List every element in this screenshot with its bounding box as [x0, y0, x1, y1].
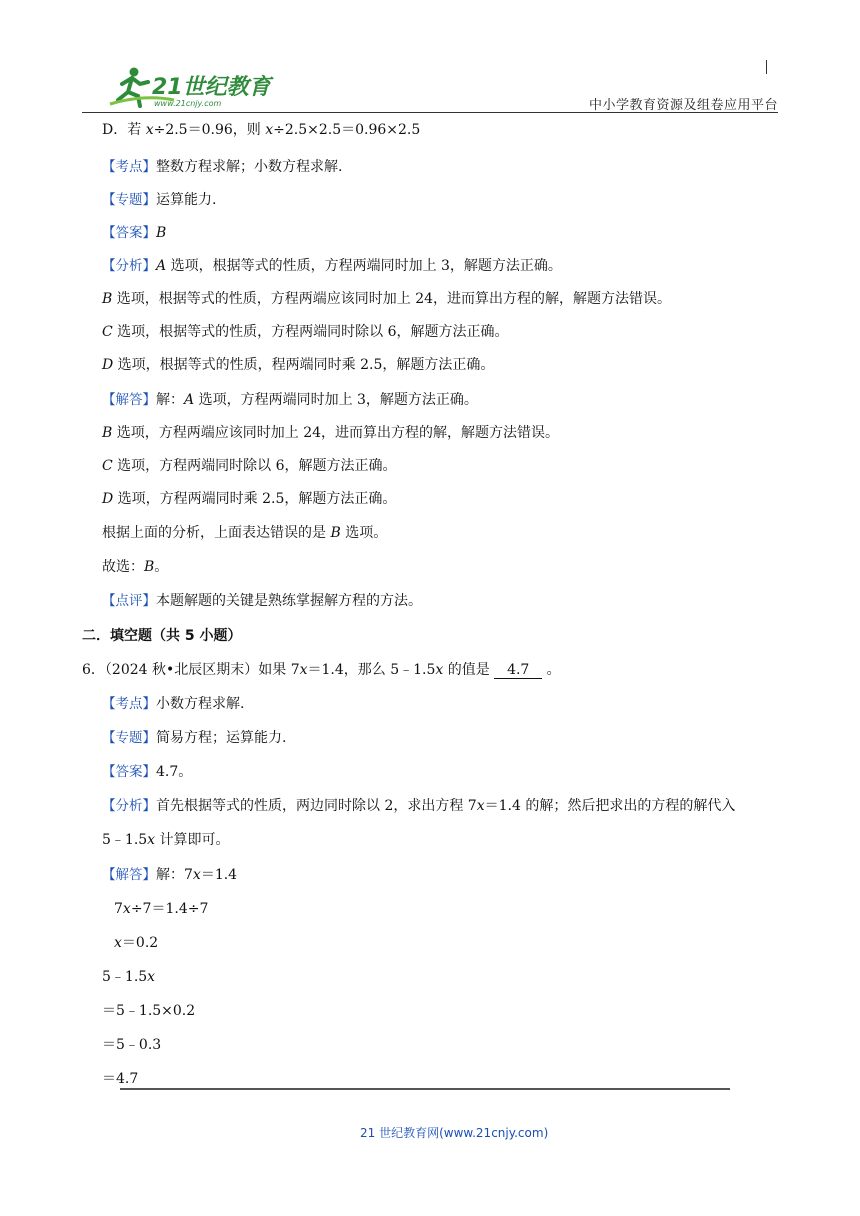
q5-jieda-d: D 选项，方程两端同时乘 2.5，解题方法正确。 [102, 491, 397, 507]
q6-step-6: ＝4.7 [102, 1071, 139, 1087]
svg-text:21世纪教育: 21世纪教育 [152, 75, 271, 100]
q6-step-5: ＝5﹣0.3 [102, 1037, 162, 1053]
q6-stem: 6．（2024 秋•北辰区期末）如果 7x＝1.4，那么 5﹣1.5x 的值是 4.7 。 [82, 662, 561, 678]
page-header [0, 0, 860, 120]
q5-jieda-b: B 选项，方程两端应该同时加上 24，进而算出方程的解，解题方法错误。 [102, 425, 560, 441]
q5-option-d: D．若 x÷2.5＝0.96，则 x÷2.5×2.5＝0.96×2.5 [102, 122, 421, 138]
q5-fenxi-b: B 选项，根据等式的性质，方程两端应该同时加上 24，进而算出方程的解，解题方法错误。 [102, 291, 672, 307]
platform-title: 中小学教育资源及组卷应用平台 [588, 98, 778, 113]
q6-zhuanti: 【专题】简易方程；运算能力. [102, 730, 287, 746]
footer-rule [120, 1088, 730, 1090]
q6-step-1: 7x÷7＝1.4÷7 [114, 901, 209, 917]
q6-fenxi-2: 5﹣1.5x 计算即可。 [102, 832, 230, 848]
q6-daan: 【答案】4.7。 [102, 764, 193, 780]
q5-fenxi-c: C 选项，根据等式的性质，方程两端同时除以 6，解题方法正确。 [102, 324, 509, 340]
q5-choice: 故选：B。 [102, 559, 169, 575]
q6-kaodian: 【考点】小数方程求解. [102, 696, 245, 712]
q6-fenxi: 【分析】首先根据等式的性质，两边同时除以 2，求出方程 7x＝1.4 的解；然后把求出的方程的解代入 [102, 798, 736, 814]
corner-mark [766, 60, 767, 74]
q5-daan: 【答案】B [102, 225, 167, 241]
q6-step-3: 5﹣1.5x [102, 969, 156, 985]
svg-text:www.21cnjy.com: www.21cnjy.com [154, 99, 222, 108]
logo [104, 64, 274, 110]
runner-logo-icon [104, 64, 274, 110]
q5-fenxi: 【分析】A 选项，根据等式的性质，方程两端同时加上 3，解题方法正确。 [102, 258, 562, 274]
q5-zhuanti: 【专题】运算能力. [102, 192, 217, 208]
q5-dianping: 【点评】本题解题的关键是熟练掌握解方程的方法。 [102, 593, 422, 609]
q5-fenxi-d: D 选项，根据等式的性质，程两端同时乘 2.5，解题方法正确。 [102, 357, 495, 373]
answer-blank: 4.7 [494, 662, 542, 679]
q5-conclusion: 根据上面的分析，上面表达错误的是 B 选项。 [102, 525, 388, 541]
q5-jieda-c: C 选项，方程两端同时除以 6，解题方法正确。 [102, 458, 397, 474]
q6-step-4: ＝5﹣1.5×0.2 [102, 1003, 196, 1019]
q5-jieda: 【解答】解：A 选项，方程两端同时加上 3，解题方法正确。 [102, 392, 478, 408]
q6-jieda: 【解答】解：7x＝1.4 [102, 867, 238, 883]
section-title-fill-blank: 二．填空题（共 5 小题） [82, 628, 242, 644]
q6-step-2: x＝0.2 [114, 935, 159, 951]
header-rule [82, 112, 778, 113]
q5-kaodian: 【考点】整数方程求解；小数方程求解. [102, 159, 343, 175]
footer-text: 21 世纪教育网(www.21cnjy.com) [360, 1126, 549, 1140]
